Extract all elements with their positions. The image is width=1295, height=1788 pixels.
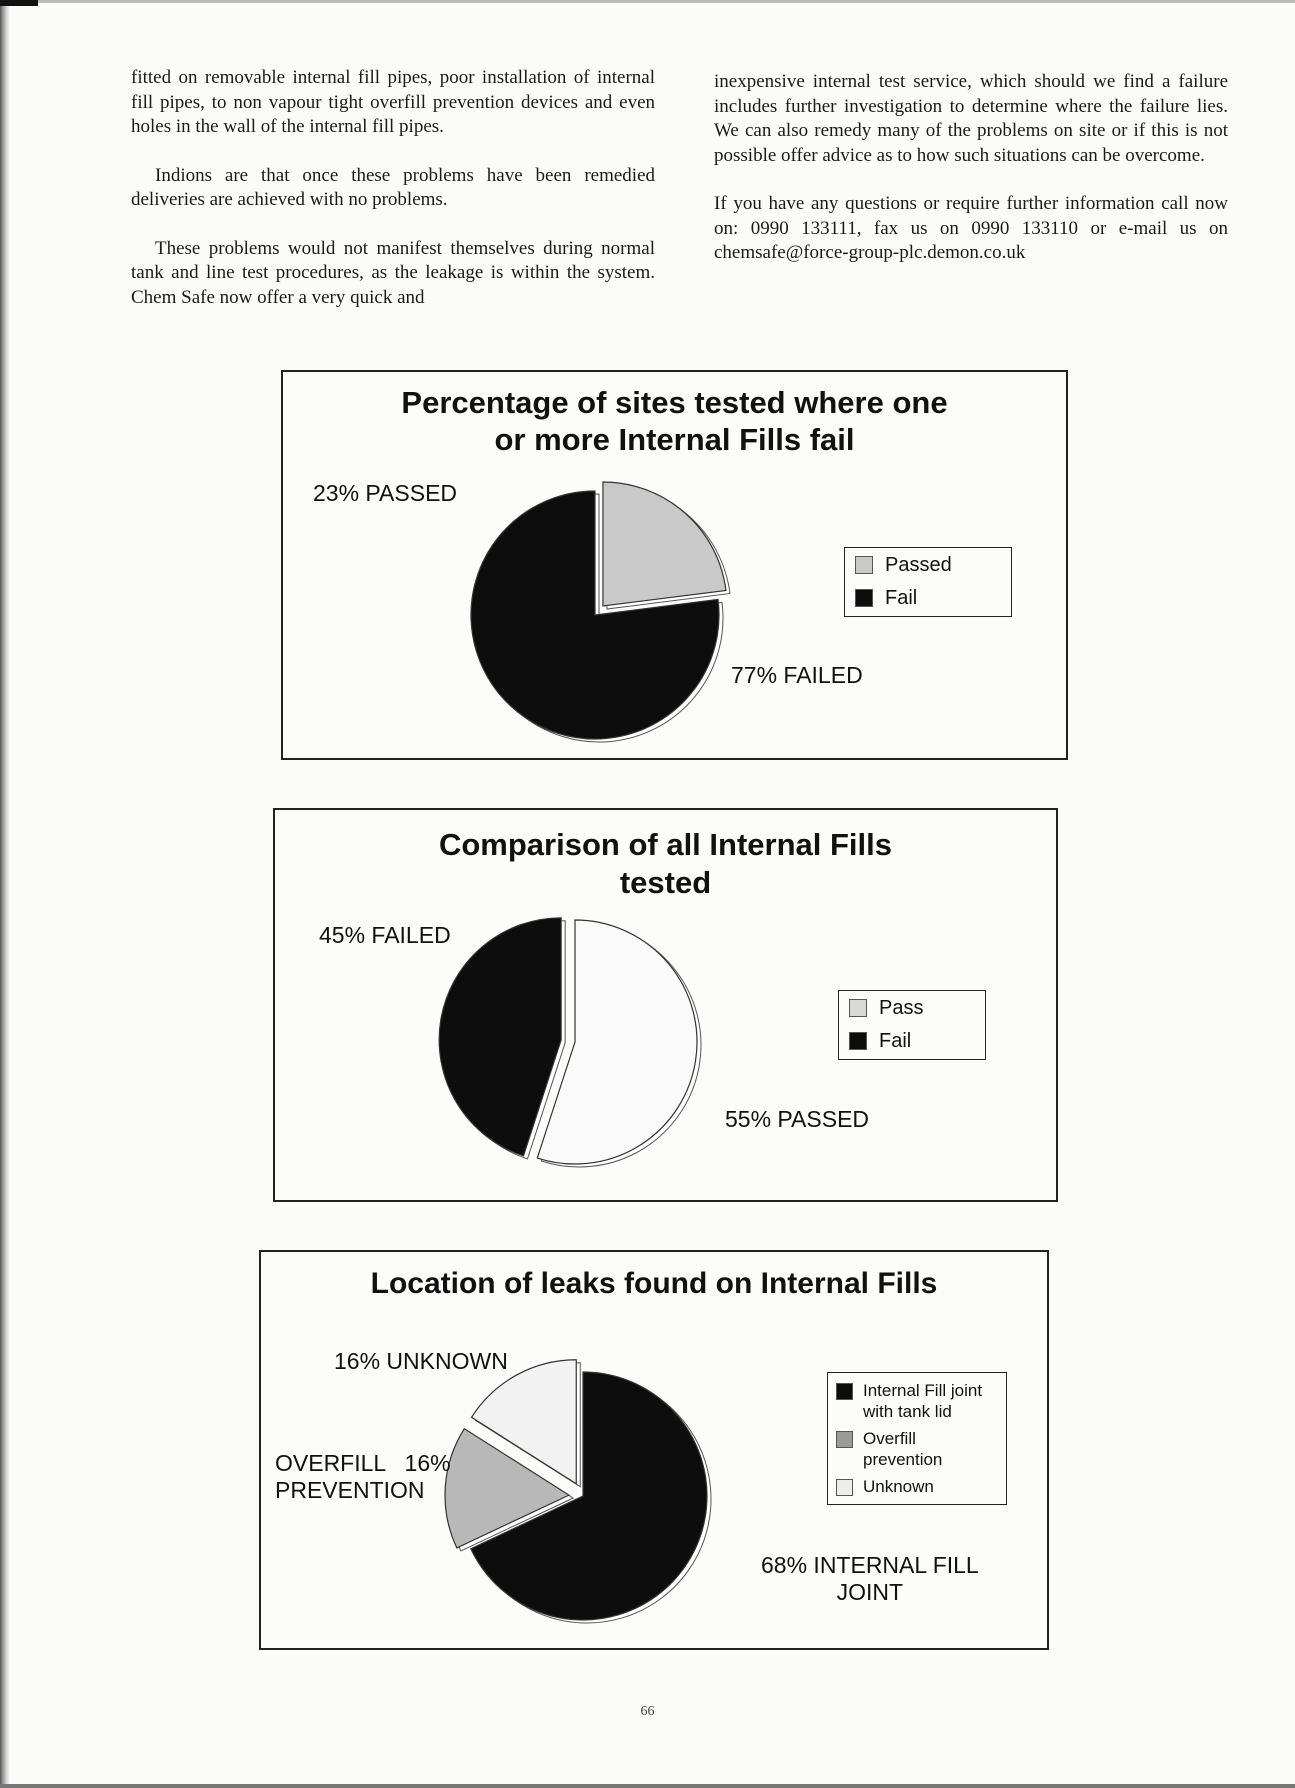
- page-edge-bottom: [0, 1784, 1295, 1788]
- legend-swatch-light-gray: [855, 556, 873, 574]
- legend-item-pass: [849, 997, 975, 1020]
- legend-item-unknown: [836, 1476, 998, 1497]
- pie-callout-failed: 45% FAILED: [319, 922, 451, 948]
- callout-line: JOINT: [836, 1579, 904, 1605]
- legend-swatch-black: [855, 589, 873, 607]
- chart-title-line: tested: [619, 865, 712, 900]
- pie-slice-face: [439, 918, 561, 1156]
- chart-title-line: or more Internal Fills fail: [494, 422, 855, 457]
- pie-callout-failed: 77% FAILED: [731, 662, 863, 688]
- chart-title: [261, 1266, 1047, 1302]
- pie-callout-passed: 55% PASSED: [725, 1106, 870, 1132]
- page-number: 66: [640, 1704, 655, 1719]
- legend-item-overfill: [836, 1428, 998, 1470]
- chart-title-line: Comparison of all Internal Fills: [438, 827, 892, 862]
- callout-line: PREVENTION: [275, 1477, 425, 1503]
- pie-slice-face: [603, 482, 726, 606]
- legend-swatch-black: [849, 1032, 867, 1050]
- legend-label: Overfill prevention: [863, 1429, 943, 1469]
- callout-line: 68% INTERNAL FILL: [761, 1552, 979, 1578]
- pie-callout-overfill: [275, 1450, 451, 1504]
- legend-item-passed: [855, 554, 1001, 577]
- pie-callout-passed: 23% PASSED: [313, 480, 458, 506]
- paragraph: inexpensive internal test service, which should we find a failure includes further investigation to determine where the failure lies. We can also remedy many of the problems on site or if this is not possible offer advice as to how such situations can be overcome.: [714, 71, 1228, 166]
- chart-legend: [844, 547, 1012, 617]
- legend-label: Fail: [879, 1030, 912, 1052]
- chart-title-line: Percentage of sites tested where one: [401, 385, 948, 420]
- pie-slice-fail: [439, 918, 565, 1159]
- legend-label: Passed: [885, 554, 952, 576]
- paragraph: Indions are that once these problems have been remedied deliveries are achieved with no problems.: [131, 164, 655, 210]
- chart-legend: [827, 1372, 1007, 1505]
- chart-panel-sites-fail: [281, 370, 1068, 760]
- pie-slice-passed: [603, 482, 730, 609]
- page-edge-top: [0, 0, 1295, 3]
- chart-panel-leak-location: [259, 1250, 1049, 1650]
- paragraph: These problems would not manifest themselves during normal tank and line test procedures, as the leakage is within the system. Chem Safe now offer a very quick and: [131, 237, 655, 308]
- paragraph: If you have any questions or require further information call now on: 0990 133111, fax us on 0990 133110 or e-mail us on chemsafe@force-group-plc.demon.co.uk: [714, 193, 1228, 263]
- legend-label: Pass: [879, 997, 924, 1019]
- pie-callout-unknown: 16% UNKNOWN: [334, 1348, 508, 1374]
- pie-callout-internal-fill: [761, 1552, 979, 1606]
- legend-label: Unknown: [863, 1477, 934, 1496]
- chart-title: [283, 384, 1066, 458]
- page-corner-mark: [0, 0, 38, 6]
- legend-swatch-white: [836, 1479, 853, 1496]
- chart-title-line: Location of leaks found on Internal Fills: [370, 1267, 938, 1300]
- page-edge-left: [0, 0, 10, 1788]
- legend-label: Internal Fill joint with tank lid: [863, 1381, 983, 1421]
- legend-swatch-light-gray: [849, 999, 867, 1017]
- legend-item-fail: [849, 1030, 975, 1053]
- left-text-column: [131, 66, 655, 334]
- chart-title: [275, 826, 1056, 902]
- legend-item-internal-fill: [836, 1380, 998, 1422]
- legend-swatch-black: [836, 1383, 853, 1400]
- legend-label: Fail: [885, 587, 918, 609]
- legend-swatch-gray: [836, 1431, 853, 1448]
- chart-legend: [838, 990, 986, 1060]
- chart-panel-all-fills: [273, 808, 1058, 1202]
- paragraph: fitted on removable internal fill pipes, poor installation of internal fill pipes, to non vapour tight overfill prevention devices and even holes in the wall of the internal fill pipes.: [131, 67, 655, 137]
- callout-line: OVERFILL 16%: [275, 1450, 451, 1476]
- legend-item-fail: [855, 587, 1001, 610]
- right-text-column: [714, 70, 1228, 290]
